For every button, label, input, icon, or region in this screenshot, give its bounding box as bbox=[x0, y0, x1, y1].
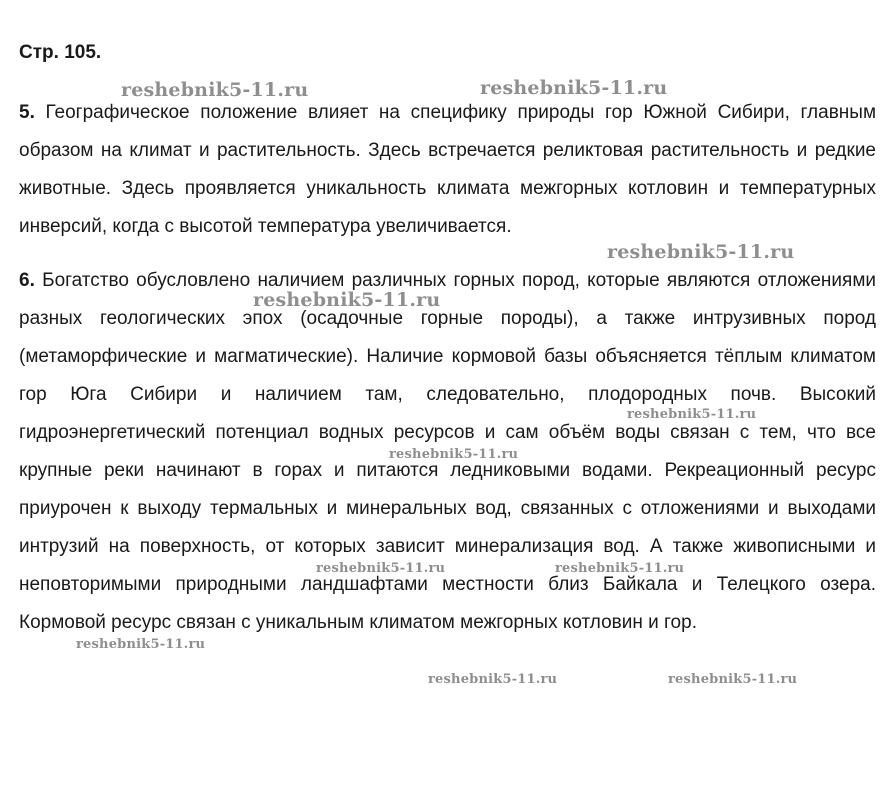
watermark: reshebnik5-11.ru bbox=[555, 561, 685, 576]
page-title: Стр. 105. bbox=[19, 42, 102, 63]
watermark: reshebnik5-11.ru bbox=[316, 561, 446, 576]
watermark: reshebnik5-11.ru bbox=[121, 79, 309, 101]
watermark: reshebnik5-11.ru bbox=[389, 447, 519, 462]
watermark: reshebnik5-11.ru bbox=[668, 672, 798, 687]
answer-text: Географическое положение влияет на специфику природы гор Южной Сибири, главным образом на климат и растительность. Здесь встречается реликтовая растительность и редкие животные. Здесь проявляется уникальность климата межгорных котловин и температурных инверсий, когда с высотой температура увеличивается. bbox=[19, 102, 877, 237]
answer-text: Богатство обусловлено наличием различных горных пород, которые являются отложениями разных геологических эпох (осадочные горные породы), а также интрузивных пород (метаморфические и магматические). Наличие кормовой базы объясняется тёплым климатом гор Юга Сибири и наличием там, следовательно, плодородных почв. Высокий гидроэнергетический потенциал водных ресурсов и сам объём воды связан с тем, что все крупные реки начинают в горах и питаются ледниковыми водами. Рекреационный ресурс приурочен к выходу термальных и минеральных вод, связанных с отложениями и выходами интрузий на поверхность, от которых зависит минерализация вод. А также живописными и неповторимыми природными ландшафтами местности близ Байкала и Телецкого озера. Кормовой ресурс связан с уникальным климатом межгорных котловин и гор. bbox=[19, 270, 876, 633]
watermark: reshebnik5-11.ru bbox=[607, 241, 795, 263]
watermark: reshebnik5-11.ru bbox=[253, 289, 441, 311]
answer-number: 5. bbox=[19, 102, 35, 123]
watermark: reshebnik5-11.ru bbox=[480, 77, 668, 99]
answer-paragraph-5 bbox=[19, 94, 876, 246]
answer-paragraph-6 bbox=[19, 262, 876, 642]
watermark: reshebnik5-11.ru bbox=[627, 407, 757, 422]
watermark: reshebnik5-11.ru bbox=[428, 672, 558, 687]
document-page bbox=[19, 38, 876, 642]
answer-number: 6. bbox=[19, 270, 35, 291]
watermark: reshebnik5-11.ru bbox=[76, 637, 206, 652]
